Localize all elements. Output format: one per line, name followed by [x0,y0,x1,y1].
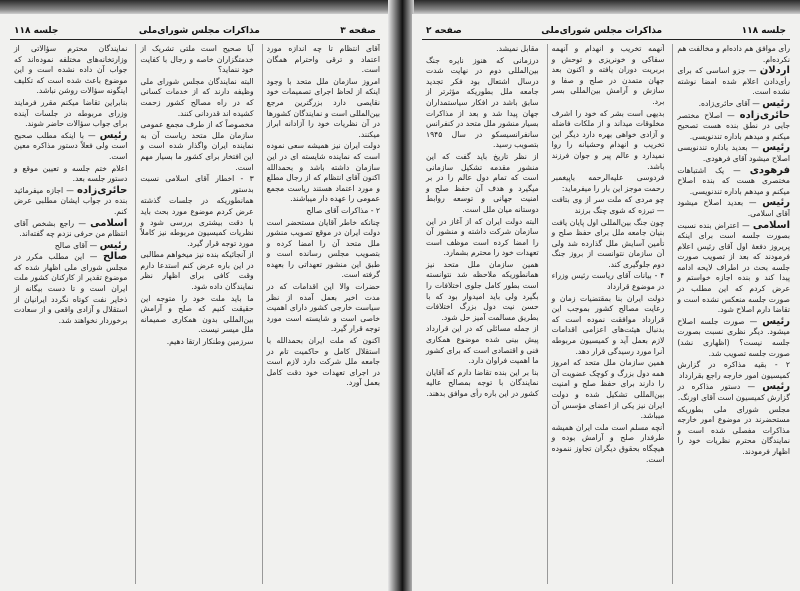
paragraph-text: — اعتراض بنده نسبت بصورت جلسه است برای اینکه پریروز دفعهٔ اول آقای رئیس اعلام فرمودند که بعد از تصویب صورت جلسه بحث در اطراف لایحه ادامه پیدا کند و بنده اجازه خواستم و عرض کردم که این مطلب در صورت جلسه منعکس نشده است و تقاضا دارم اصلاح شود. [677,220,790,315]
paragraph-text: مخصوصاً که از طرف مجمع عمومی سازمان ملل متحد ریاست آن به نماینده ایران واگذار شده است و این افتخار برای کشور ما بسیار مهم است. [140,120,254,172]
paragraph-text: از جمله مسائلی که در این قرارداد پیش بینی شده موضوع همکاری فنی و اقتصادی است که برای کشور ما اهمیت فراوان دارد. [425,324,539,366]
paragraph [552,44,665,108]
paragraph [552,423,665,465]
paragraph-text: آقای انتظام تا چه اندازه مورد اعتماد و ترقی واحترام همگان است. [266,44,380,75]
text-column [422,44,539,584]
paragraph-text: همانطوریکه در جلسات گذشته عرض کردم موضوع مورد بحث باید با دقت بیشتری بررسی شود و نظریات کمیسیون مربوطه نیز کاملاً مورد توجه قرار گیرد. [140,196,254,248]
paragraph-text: امروز سازمان ملل متحد با وجود اینکه از لحاظ اجرای تصمیمات خود نقایصی دارد بزرگترین مرجع بین‌المللی است و نمایندگان کشورها در آن نظریات خود را آزادانه ابراز میکنند. [266,76,380,139]
paragraph [14,241,127,252]
paragraph [140,120,253,173]
paragraph-text: از آنجائیکه بنده نیز میخواهم مطالبی در این باره عرض کنم استدعا دارم وقت کافی برای اظهار نظر نمایندگان داده شود. [140,250,254,292]
paragraph [677,166,790,198]
page-header [422,24,790,40]
paragraph-text: مقابل نمیشد. [496,44,539,53]
paragraph [140,77,253,119]
paragraph [140,44,253,76]
paragraph [267,282,380,335]
paragraph [426,56,539,151]
session-number: جلسه ۱۱۸ [741,26,786,36]
speaker-name: اسلامی [90,217,128,229]
paragraph [426,152,539,216]
paragraph [140,337,253,348]
paragraph-text: بدیهی است بشر که خود را اشرف مخلوقات میداند و از ملکات فاضله و آزادی خواهی بهره دارد دیگر این تخریب و انهدام وحشیانه را روا نمیدارد و عالم پیر و جوان فرزند باشد. [551,108,665,171]
paragraph-text: — راجع بشخص آقای انتظام من حرفی نزدم چه گفته‌اند. [14,218,128,239]
paragraph [267,206,380,217]
paragraph [140,196,253,249]
paragraph-text: ۳ - اخطار آقای اسلامی نسبت بدستور [140,174,254,194]
speaker-name: رئیس [99,239,128,251]
paragraph [677,360,790,381]
speaker-name: صالح [102,251,128,263]
paragraph-text: سرزمین وطنکار ارتقا دهیم. [166,337,254,347]
paragraph-text: همین سازمان ملل متحد نیز همانطوریکه ملاحظه شد نتوانسته است بطور کامل جلوی اختلافات را بگیرد ولی باید امیدوار بود که با حسن نیت دول بزرگ اختلافات بطریق مسالمت آمیز حل شود. [425,259,539,322]
paragraph [677,44,790,65]
paragraph-text: — دستور مذاکره در گزارش کمیسیون است آقای اورنگ. [677,382,790,402]
paragraph [677,221,790,316]
text-columns [422,44,790,584]
paragraph [14,186,127,218]
paragraph-text: آنهمه تخریب و انهدام و آنهمه سفاکی و خونریزی و توحش و بربریت دوران یافته و اکنون بعد جهان متمدن در صلح و صفا و سازش و آرامش بین‌المللی بسر برد. [551,44,665,106]
paragraph [267,44,380,76]
paragraph [677,66,790,98]
speaker-name: رئیس [762,197,790,209]
paragraph-text: اکنون که ملت ایران بحمدالله با استقلال کامل و حاکمیت تام در جامعه ملل شرکت دارد لازم است در اجرای تعهدات خود دقت کامل بعمل آورد. [266,336,380,388]
paragraph [677,317,790,359]
paragraph-text: اعلام ختم جلسه و تعیین موقع و دستور جلسه بعد. [14,163,128,184]
speaker-name: فرهودی [749,164,790,176]
paragraph-text: — جزو اساسی که برای رأی‌دادن اعلام شده امضا نوشته نشده است. [677,66,790,97]
paragraph-text: رأی موافق هم داده‌ام و مخالفت هم نکرده‌ام. [677,44,790,64]
text-column [547,44,665,584]
paragraph [677,198,790,219]
paragraph [267,77,380,141]
paragraph-text: — این مطلب مکرر در مجلس شورای ملی اظهار شده که موضوع تقدیر از کارکنان کشور ملت ایران است و تا دست بیگانه از ذخایر نفت کوتاه نگردد ایرانیان از استقلال و آزادی واقعی و از سعادت برخوردار نخواهند شد. [14,252,128,325]
paragraph-text: درزمانی که هنوز نایره جنگ بین‌المللی دوم در نهایت شدت درسال اشتعال بود فکر تجدید جامعه ملل بطوریکه مؤثرتر از سابق باشد در افکار سیاستمداران جهان پیدا شد و بعد از مذاکرات بسیار منشور ملل متحد در کنفرانس سانفرانسیسکو در سال ۱۹۴۵ بتصویب رسید. [425,55,539,150]
paragraph [426,217,539,259]
paragraph-text: — اصلاح مختصر جایی در نطق بنده هست تصحیح میکنم و میدهم باداره تندنویسی. [677,110,790,141]
paragraph [677,99,790,110]
paragraph-text: چون جنگ بین‌المللی اول پایان یافت بنیان جامعه ملل برای حفظ صلح و تأمین آسایش ملل گذارده شد ولی آن سازمان نتوانست از بروز جنگ دوم جلوگیری کند. [551,217,665,269]
paragraph-text: ما باید ملت خود را متوجه این حقیقت کنیم که صلح و آرامش بین‌المللی بدون همکاری صمیمانه ملل میسر نیست. [140,293,254,335]
paragraph [267,336,380,389]
paragraph-text: از نظر تاریخ باید گفت که این منشور مقدمه تشکیل سازمانی است که تمام دول عالم را در بر میگیرد و هدف آن حفظ صلح و امنیت جهانی و توسعه روابط دوستانه میان ملل است. [425,151,539,214]
paragraph [14,44,127,97]
speaker-name: حائری‌زاده [77,184,128,196]
paragraph [677,382,790,403]
paragraph-text: ۲ - بقیه مذاکره در گزارش کمیسیون امور خارجه راجع بقرارداد [677,360,790,380]
paragraph-text: چو مردی که ملت سر از وی بتافت — تبرزه که شوی چنگ برزند [551,195,665,215]
paragraph-text: همین سازمان ملل متحد که امروز همه دول بزرگ و کوچک عضویت آن را دارند برای حفظ صلح و امنیت بین‌المللی تشکیل شده و دولت ایران نیز یکی از اعضای مؤسس آن میباشد. [551,358,665,421]
text-column [262,44,380,584]
paragraph [140,174,253,195]
paragraph-text: چنانکه خاطر آقایان مستحضر است دولت ایران در موقع تصویب منشور ملل متحد آن را امضا کرده و بتصویب مجلس رسانده است و طبق این منشور تعهداتی را بعهده گرفته است. [266,217,380,280]
text-column [672,44,790,584]
paragraph [426,368,539,400]
paragraph-text: بنا بر این بنده تقاضا دارم که آقایان نمایندگان با توجه بمصالح عالیه کشور در این باره رأی موافق بدهند. [425,367,539,398]
paragraph [552,294,665,358]
paragraph [677,111,790,143]
speaker-name: رئیس [762,97,790,109]
paragraph [140,294,253,336]
paragraph-text: دولت ایران بنا بمقتضیات زمان و رعایت مصالح کشور بموجب این قرارداد موافقت نموده است که بدنبال هیئت‌های اعزامی اقدامات لازم بعمل آید و کمیسیون مربوطه آنرا مورد رسیدگی قرار دهد. [551,293,665,356]
paragraph-text: — یک اشتباهات مختصری هست که بنده اصلاح میکنم و میدهم باداره تندنویسی. [677,165,790,196]
speaker-name: رئیس [99,129,128,141]
paragraph-text: — آقای صالح [54,240,98,250]
paragraph-text: دولت ایران نیز همیشه سعی نموده است که نماینده شایسته ای در این سازمان داشته باشد و بحمدالله اکنون آقای انتظام که از رجال مطلع و مورد اعتماد هستند ریاست مجمع عمومی را عهده دار میباشند. [266,141,380,204]
page-number: صفحه ۳ [340,26,376,36]
speaker-name: اسلامی [752,219,790,231]
speaker-name: رئیس [762,381,790,393]
right-page [412,14,800,591]
paragraph [14,252,127,326]
paragraph-text: البته نمایندگان مجلس شورای ملی وظیفه دارند که از خدمات کسانی که در راه مصالح کشور زحمت کشیده اند قدردانی کنند. [140,76,254,118]
paragraph [426,44,539,55]
paragraph [552,109,665,173]
paragraph [552,358,665,422]
text-column [10,44,127,584]
text-columns [10,44,380,584]
paragraph-text: حضرات والا این اقدامات که در مدت اخیر بعمل آمده از نظر سیاست خارجی کشور دارای اهمیت خاصی است و شایسته است مورد توجه قرار گیرد. [266,282,380,334]
paragraph-text: — صورت جلسه اصلاح میشود. دیگر نظری نسبت بصورت جلسه نیست؟ (اظهاری نشد) صورت جلسه تصویب شد. [677,316,790,358]
paragraph-text: البته دولت ایران که از آغاز در این سازمان شرکت داشته و منشور آن را امضا کرده است موظف است تعهدات خود را محترم بشمارد. [425,216,539,258]
paragraph-text: — آقای حائری‌زاده. [698,98,760,108]
paragraph-text: ۴ - بیانات آقای ریاست رئیس وزراء در موضوع قرارداد [551,271,665,292]
paragraph-text: ۲ - مذاکرات آقای صالح [306,205,380,215]
paragraph [14,219,127,240]
paragraph [14,98,127,130]
paragraph [426,260,539,324]
paragraph-text: آنچه مسلم است ملت ایران همیشه طرفدار صلح و آرامش بوده و هیچگاه بحقوق دیگران تجاوز ننموده است. [551,422,665,464]
paragraph [14,164,127,185]
paragraph [267,141,380,205]
paragraph [552,195,665,216]
paragraph [552,271,665,292]
speaker-name: حائری‌زاده [739,109,790,121]
paragraph-text: — بعدید اصلاح میشود آقای اسلامی. [677,198,790,218]
page-number: صفحه ۲ [426,26,462,36]
paragraph-text: — اجازه میفرمائید بنده در جواب ایشان مطلبی عرض کنم. [14,185,128,216]
paragraph-text: فردوسی علیه‌الرحمه باپیغمبر رحمت موجز این بار را میفرماید: [551,173,665,193]
running-title: مذاکرات مجلس شورای‌ملی [541,26,663,36]
paragraph [677,143,790,164]
paragraph-text: آیا صحیح است ملتی تشریک از خدمتگزاران خاصه و رجال با کفایت خود ننماید؟ [140,44,254,75]
paragraph [14,131,127,163]
paragraph-text: نمایندگان محترم سؤالاتی از وزارتخانه‌های مختلفه نموده‌اند که جواب آن داده نشده است و این موضوع باعث شده است که تکلیف اینگونه سؤالات روشن نباشد. [14,44,128,96]
paragraph-text: — با اینکه مطلب صحیح است ولی فعلاً دستور مذاکره معین است. [14,130,128,161]
running-title: مذاکرات مجلس شورای‌ملی [138,26,260,36]
paragraph [140,250,253,292]
paragraph [552,218,665,271]
paragraph [426,324,539,366]
paragraph [552,173,665,194]
paragraph-text: — بعدید باداره تندنویسی اصلاح میشود آقای فرهودی. [677,143,790,163]
paragraph-text: بنابراین تقاضا میکنم مقرر فرمایند وزرای مربوطه در جلسات آینده برای جواب سؤالات حاضر شوند. [14,97,128,129]
page-header [10,24,380,40]
speaker-name: اردلان [759,65,790,77]
session-number: جلسه ۱۱۸ [14,26,59,36]
text-column [135,44,253,584]
left-page [0,14,390,591]
paragraph [677,405,790,458]
book-gutter [388,0,414,591]
paragraph-text: مجلس شورای ملی بطوریکه مستحضرند در موضوع امور خارجه مذاکرات مفصلی شده است و نمایندگان محترم نظریات خود را اظهار فرمودند. [677,404,790,456]
paragraph [267,218,380,282]
speaker-name: رئیس [762,142,790,154]
speaker-name: رئیس [762,315,790,327]
